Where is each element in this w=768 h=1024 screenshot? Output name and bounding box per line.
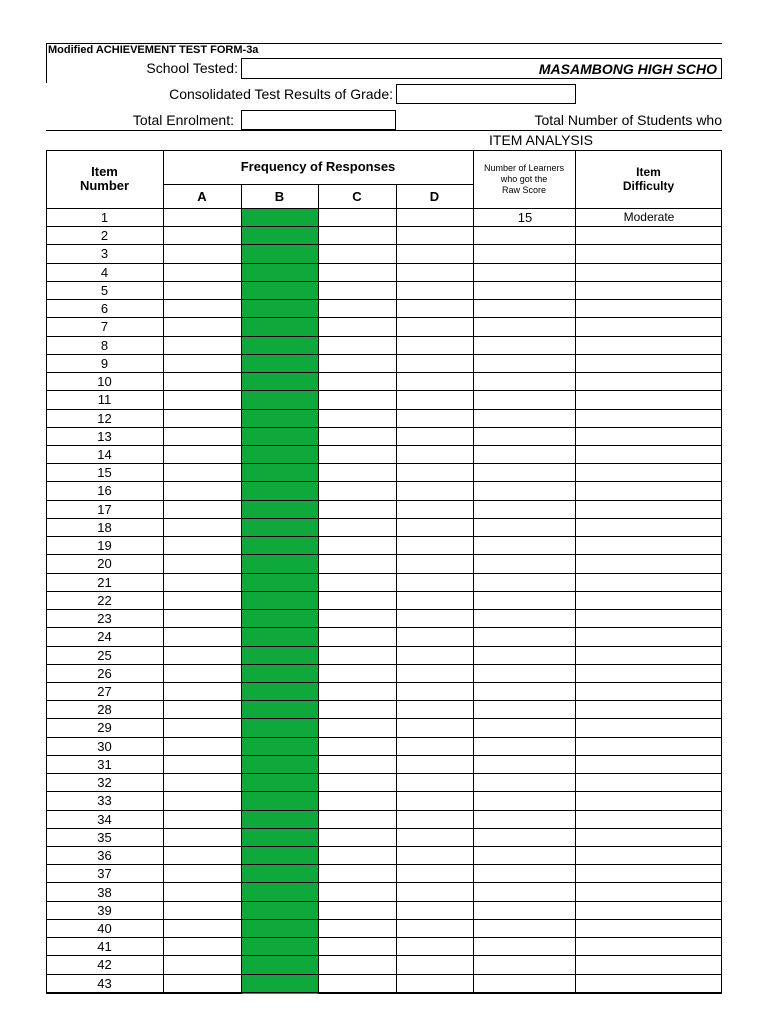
header-left-border bbox=[46, 43, 47, 83]
item-number-cell: 28 bbox=[97, 702, 112, 718]
difficulty-cell: Moderate bbox=[623, 210, 675, 224]
item-number-cell: 27 bbox=[97, 683, 112, 699]
table-row bbox=[46, 428, 722, 446]
choice-b-header: B bbox=[274, 189, 285, 204]
table-row bbox=[46, 902, 722, 920]
item-analysis-title: ITEM ANALYSIS bbox=[489, 132, 593, 148]
choice-c-header: C bbox=[352, 189, 362, 204]
item-number-cell: 42 bbox=[97, 957, 112, 973]
item-number-cell: 18 bbox=[97, 519, 112, 535]
table-row bbox=[46, 337, 722, 355]
table-row bbox=[46, 719, 722, 737]
table-row bbox=[46, 537, 722, 555]
table-row bbox=[46, 300, 722, 318]
table-row bbox=[46, 811, 722, 829]
table-row bbox=[46, 938, 722, 956]
item-number-header: Item Number bbox=[79, 164, 130, 193]
header-bottom-border bbox=[46, 130, 722, 131]
item-number-cell: 38 bbox=[97, 884, 112, 900]
item-number-cell: 22 bbox=[97, 592, 112, 608]
total-students-label: Total Number of Students who bbox=[534, 112, 722, 128]
table-row bbox=[46, 555, 722, 573]
table-row bbox=[46, 738, 722, 756]
item-number-cell: 32 bbox=[97, 775, 112, 791]
item-number-cell: 40 bbox=[97, 920, 112, 936]
item-number-cell: 2 bbox=[100, 228, 109, 244]
table-row bbox=[46, 829, 722, 847]
raw-score-cell: 15 bbox=[517, 210, 533, 225]
frequency-header: Frequency of Responses bbox=[240, 159, 396, 174]
table-row bbox=[46, 464, 722, 482]
learners-header: Number of Learners who got the Raw Score bbox=[483, 163, 565, 195]
grade-field[interactable] bbox=[396, 84, 576, 104]
item-number-cell: 1 bbox=[100, 210, 109, 225]
table-row bbox=[46, 410, 722, 428]
table-row bbox=[46, 628, 722, 646]
total-enrolment-label: Total Enrolment: bbox=[132, 112, 234, 128]
table-row bbox=[46, 355, 722, 373]
item-number-cell: 19 bbox=[97, 538, 112, 554]
table-row bbox=[46, 391, 722, 409]
table-row bbox=[46, 847, 722, 865]
item-number-cell: 25 bbox=[97, 647, 112, 663]
school-tested-label: School Tested: bbox=[146, 60, 238, 76]
item-number-cell: 5 bbox=[100, 282, 109, 298]
item-number-cell: 41 bbox=[97, 939, 112, 955]
item-number-cell: 24 bbox=[97, 629, 112, 645]
choice-d-header: D bbox=[429, 189, 440, 204]
table-row bbox=[46, 865, 722, 883]
item-number-cell: 16 bbox=[97, 483, 112, 499]
table-row bbox=[46, 610, 722, 628]
table-row bbox=[46, 756, 722, 774]
table-row bbox=[46, 920, 722, 938]
item-number-cell: 12 bbox=[97, 410, 112, 426]
item-number-cell: 36 bbox=[97, 848, 112, 864]
item-number-cell: 35 bbox=[97, 829, 112, 845]
table-row bbox=[46, 665, 722, 683]
table-row bbox=[46, 482, 722, 500]
table-row bbox=[46, 373, 722, 391]
table-row bbox=[46, 975, 722, 993]
table-row bbox=[46, 209, 722, 227]
table-row bbox=[46, 792, 722, 810]
item-number-cell: 8 bbox=[100, 337, 109, 353]
item-number-cell: 9 bbox=[100, 355, 109, 371]
table-row bbox=[46, 774, 722, 792]
item-number-cell: 14 bbox=[97, 446, 112, 462]
item-number-cell: 34 bbox=[97, 811, 112, 827]
item-number-cell: 30 bbox=[97, 738, 112, 754]
item-number-cell: 21 bbox=[97, 574, 112, 590]
item-number-cell: 31 bbox=[97, 756, 112, 772]
table-row bbox=[46, 701, 722, 719]
school-tested-field[interactable] bbox=[241, 58, 722, 79]
table-row bbox=[46, 264, 722, 282]
table-row bbox=[46, 956, 722, 974]
enrolment-field[interactable] bbox=[241, 110, 396, 130]
table-row bbox=[46, 501, 722, 519]
item-number-cell: 4 bbox=[100, 264, 109, 280]
table-row bbox=[46, 318, 722, 336]
item-number-cell: 3 bbox=[100, 246, 109, 262]
table-row bbox=[46, 592, 722, 610]
item-number-cell: 15 bbox=[97, 465, 112, 481]
item-number-cell: 23 bbox=[97, 611, 112, 627]
item-number-cell: 20 bbox=[97, 556, 112, 572]
table-row bbox=[46, 884, 722, 902]
table-row bbox=[46, 519, 722, 537]
choice-a-header: A bbox=[197, 189, 207, 204]
form-title: Modified ACHIEVEMENT TEST FORM-3a bbox=[48, 44, 259, 56]
item-number-cell: 26 bbox=[97, 665, 112, 681]
item-number-cell: 7 bbox=[100, 319, 109, 335]
consolidated-grade-label: Consolidated Test Results of Grade: bbox=[169, 86, 393, 102]
item-number-cell: 39 bbox=[97, 902, 112, 918]
difficulty-header: Item Difficulty bbox=[622, 165, 675, 193]
item-number-cell: 11 bbox=[97, 392, 112, 408]
table-row bbox=[46, 574, 722, 592]
item-number-cell: 17 bbox=[97, 501, 112, 517]
item-number-cell: 29 bbox=[97, 720, 112, 736]
table-row bbox=[46, 282, 722, 300]
item-number-cell: 33 bbox=[97, 793, 112, 809]
item-number-cell: 43 bbox=[97, 975, 112, 991]
item-number-cell: 10 bbox=[97, 374, 112, 390]
table-row bbox=[46, 227, 722, 245]
table-row bbox=[46, 647, 722, 665]
table-row bbox=[46, 683, 722, 701]
school-name: MASAMBONG HIGH SCHO bbox=[538, 61, 717, 77]
item-number-cell: 6 bbox=[100, 301, 109, 317]
item-number-cell: 13 bbox=[97, 428, 112, 444]
item-number-cell: 37 bbox=[97, 866, 112, 882]
table-row bbox=[46, 446, 722, 464]
table-row bbox=[46, 245, 722, 263]
